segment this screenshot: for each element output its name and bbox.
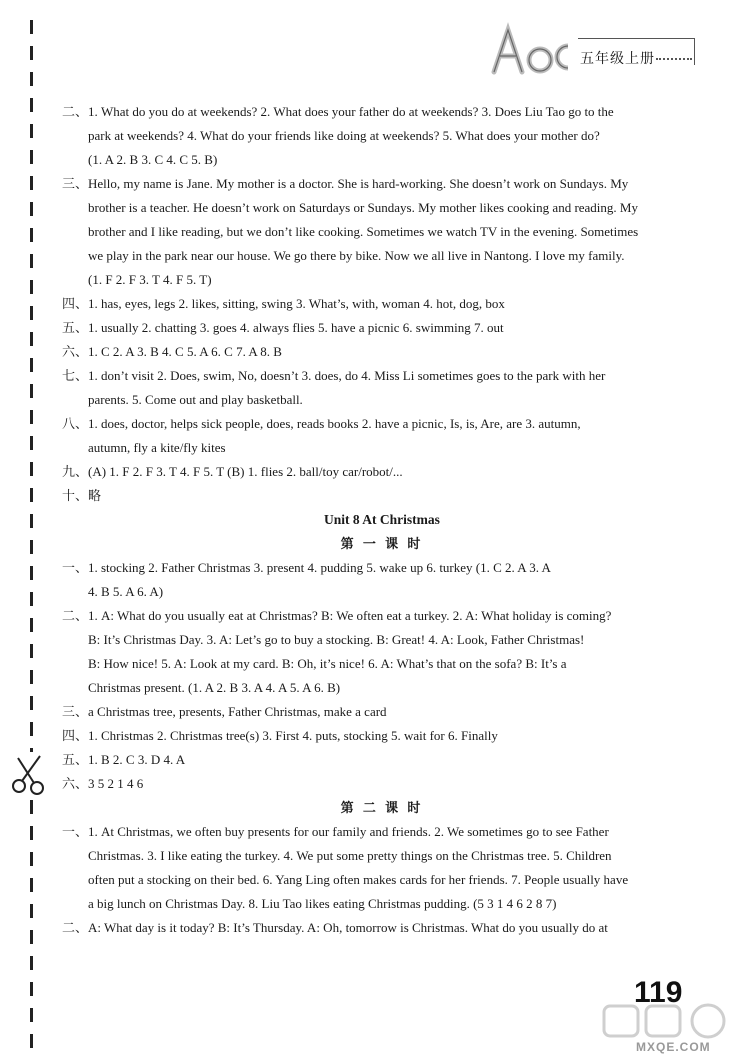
grade-label: 五年级上册 [580,51,655,67]
text-line: (1. F 2. F 3. T 4. F 5. T) [88,272,212,287]
lesson-heading: 第 二 课 时 [340,800,424,815]
text-line: B: How nice! 5. A: Look at my card. B: Oh, it’s nice! 6. A: What’s that on the sofa? B: It’s a [88,656,567,671]
text-line: park at weekends? 4. What do your friends like doing at weekends? 5. What does your mother do? [88,128,600,143]
text-line: 六、1. C 2. A 3. B 4. C 5. A 6. C 7. A 8. B [62,344,282,359]
page-number: 119 [634,976,683,1009]
text-line: 四、1. has, eyes, legs 2. likes, sitting, swing 3. What’s, with, woman 4. hot, dog, box [62,296,505,311]
text-line: often put a stocking on their bed. 6. Yang Ling often makes cards for her friends. 7. People usually have [88,872,629,887]
cut-line [30,20,33,1060]
text-line: 五、1. usually 2. chatting 3. goes 4. always flies 5. have a picnic 6. swimming 7. out [62,320,504,335]
scissors-icon [10,752,50,796]
text-line: 二、A: What day is it today? B: It’s Thursday. A: Oh, tomorrow is Christmas. What do you usually do at [62,920,608,935]
text-line: 二、1. A: What do you usually eat at Christmas? B: We often eat a turkey. 2. A: What holiday is coming? [62,608,612,623]
grade-label-dots [656,58,692,60]
text-line: Christmas. 3. I like eating the turkey. 4. We put some pretty things on the Christmas tree. 5. Children [88,848,612,863]
text-line: autumn, fly a kite/fly kites [88,440,226,455]
text-line: (1. A 2. B 3. C 4. C 5. B) [88,152,218,167]
watermark-text: MXQE.COM [636,1040,711,1054]
text-line: 4. B 5. A 6. A) [88,584,164,599]
text-line: 十、略 [62,488,102,503]
text-line: a big lunch on Christmas Day. 8. Liu Tao likes eating Christmas pudding. (5 3 1 4 6 2 8 7) [88,896,557,911]
text-line: Christmas present. (1. A 2. B 3. A 4. A 5. A 6. B) [88,680,341,695]
text-line: 四、1. Christmas 2. Christmas tree(s) 3. First 4. puts, stocking 5. wait for 6. Finally [62,728,498,743]
answer-content [62,100,702,940]
text-line: 八、1. does, doctor, helps sick people, does, reads books 2. have a picnic, Is, is, Are, are 3. autumn, [62,416,581,431]
text-line: B: It’s Christmas Day. 3. A: Let’s go to buy a stocking. B: Great! 4. A: Look, Father Christmas! [88,632,585,647]
text-line: we play in the park near our house. We go there by bike. Now we all live in Nantong. I love my family. [88,248,625,263]
text-line: 五、1. B 2. C 3. D 4. A [62,752,186,767]
text-line: 二、1. What do you do at weekends? 2. What does your father do at weekends? 3. Does Liu Tao go to the [62,104,614,119]
text-line: 七、1. don’t visit 2. Does, swim, No, doesn’t 3. does, do 4. Miss Li sometimes goes to the park with her [62,368,606,383]
abc-logo-icon [488,22,578,78]
unit-title: Unit 8 At Christmas [324,512,440,527]
text-line: 一、1. At Christmas, we often buy presents for our family and friends. 2. We sometimes go to see Father [62,824,609,839]
text-line: brother and I like reading, but we don’t like cooking. Sometimes we watch TV in the evening. Sometimes [88,224,639,239]
text-line: 三、Hello, my name is Jane. My mother is a doctor. She is hard-working. She doesn’t work on Sundays. My [62,176,629,191]
text-line: 一、1. stocking 2. Father Christmas 3. present 4. pudding 5. wake up 6. turkey (1. C 2. A 3. A [62,560,551,575]
text-line: 六、3 5 2 1 4 6 [62,776,144,791]
text-line: 三、a Christmas tree, presents, Father Christmas, make a card [62,704,387,719]
text-line: parents. 5. Come out and play basketball. [88,392,303,407]
text-line: brother is a teacher. He doesn’t work on Saturdays or Sundays. My mother likes cooking and reading. My [88,200,638,215]
lesson-heading: 第 一 课 时 [340,536,424,551]
watermark-logo-icon [596,1000,746,1040]
text-line: 九、(A) 1. F 2. F 3. T 4. F 5. T (B) 1. flies 2. ball/toy car/robot/... [62,464,403,479]
